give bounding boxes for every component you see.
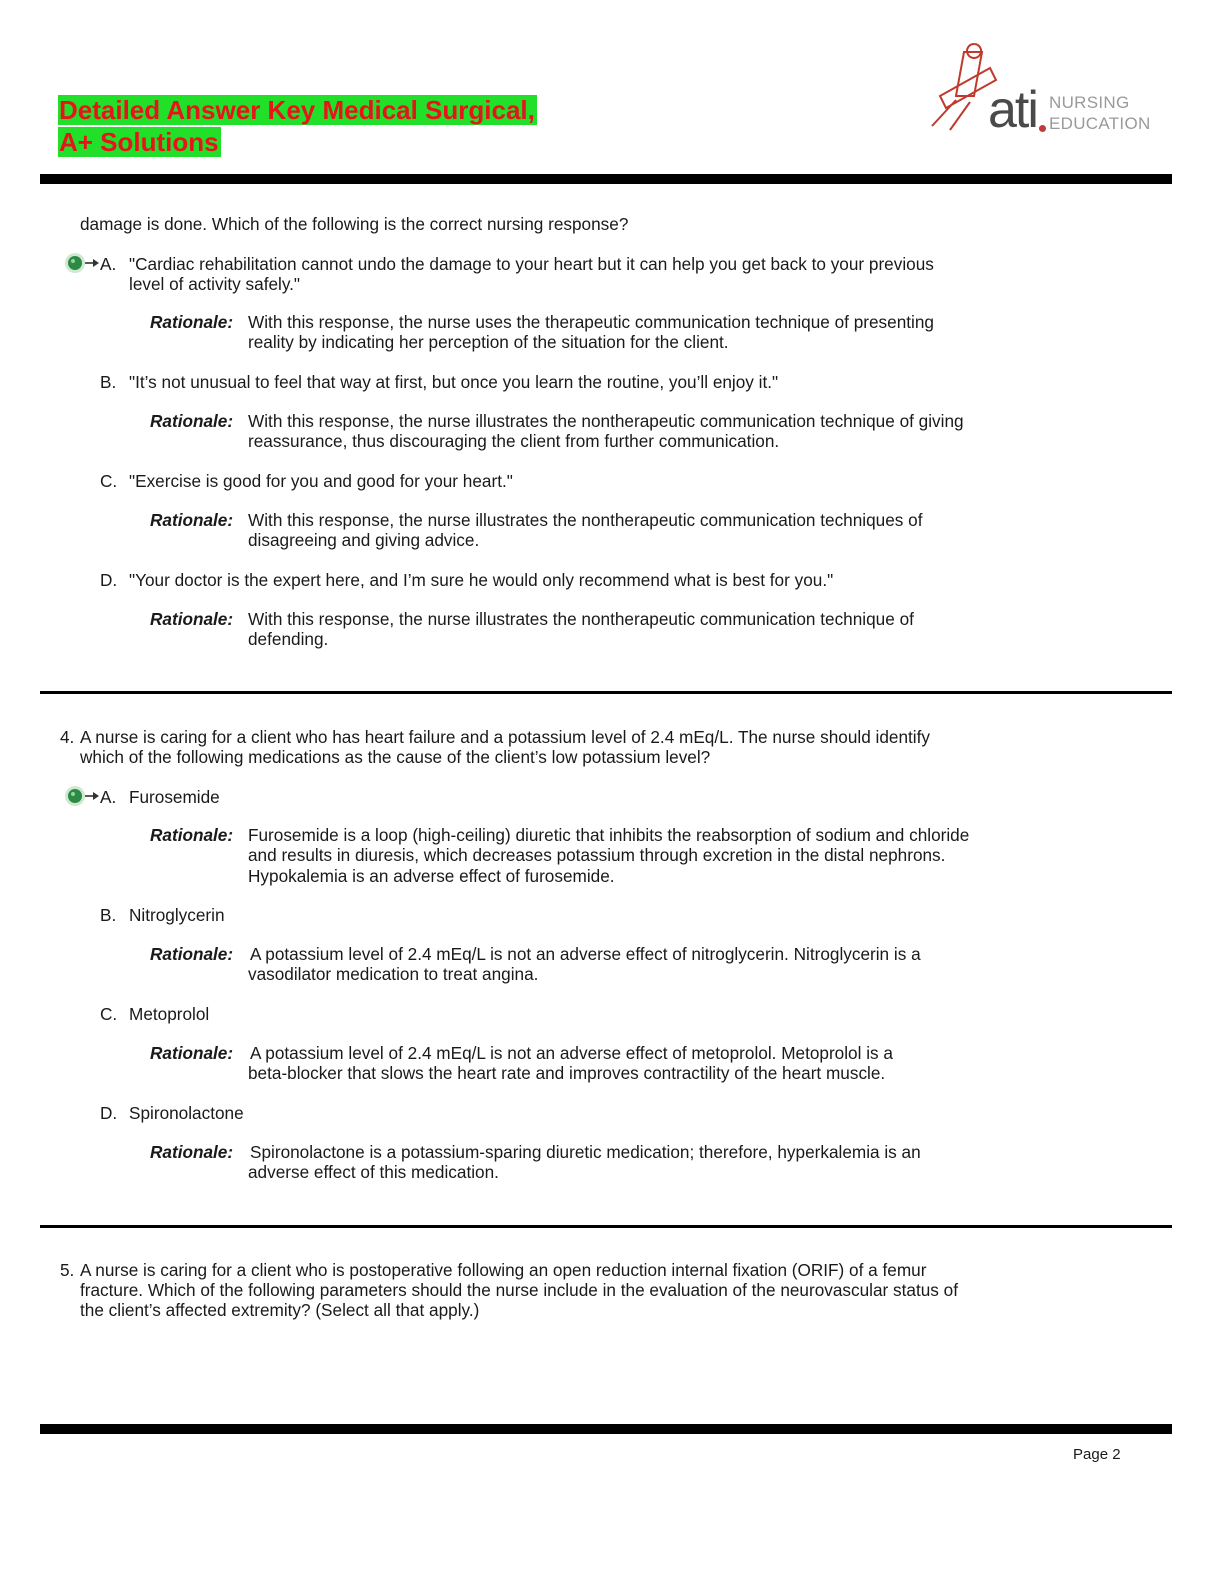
q4-option-a-rationale-label: Rationale: [150,825,234,845]
q4-option-b-rationale-line-1: A potassium level of 2.4 mEq/L is not an adverse effect of nitroglycerin. Nitroglycerin is a [250,944,921,964]
q4-option-d-rationale-line-1: Spironolactone is a potassium-sparing diuretic medication; therefore, hyperkalemia is an [250,1142,921,1162]
header-rule [40,174,1172,184]
q5-stem-line-1: A nurse is caring for a client who is postoperative following an open reduction internal fixation (ORIF) of a femur [80,1260,927,1280]
title-line-1: Detailed Answer Key Medical Surgical, [59,95,535,125]
q3-option-c-letter: C. [100,471,118,491]
q4-option-c-line-1: Metoprolol [129,1004,210,1024]
q4-number: 4. [60,727,75,747]
page-number: Page 2 [1073,1446,1121,1463]
q3-option-a-line-2: level of activity safely." [129,274,301,294]
title-line-2: A+ Solutions [59,127,219,157]
question-divider [40,1225,1172,1228]
logo-line-1: NURSING [1049,93,1130,112]
q3-stem-tail: damage is done. Which of the following is the correct nursing response? [80,214,629,234]
q4-option-b-letter: B. [100,905,117,925]
q3-option-d-rationale-label: Rationale: [150,609,234,629]
q4-stem-line-1: A nurse is caring for a client who has heart failure and a potassium level of 2.4 mEq/L. The nurse should identify [80,727,930,747]
footer-rule [40,1424,1172,1434]
q4-option-d-line-1: Spironolactone [129,1103,244,1123]
q5-number: 5. [60,1260,75,1280]
q3-option-d-letter: D. [100,570,118,590]
logo-brand: ati [988,81,1037,139]
document-title [58,94,537,158]
q4-option-c-rationale-line-2: beta-blocker that slows the heart rate and improves contractility of the heart muscle. [248,1063,886,1083]
q3-option-b-letter: B. [100,372,117,392]
q3-option-a-rationale-line-1: With this response, the nurse uses the therapeutic communication technique of presenting [248,312,934,332]
q3-option-c-line-1: "Exercise is good for you and good for your heart." [129,471,513,491]
q4-correct-answer-marker-icon [62,784,102,808]
q4-option-d-letter: D. [100,1103,118,1123]
q4-option-b-rationale-label: Rationale: [150,944,234,964]
logo-line-2: EDUCATION [1049,114,1151,133]
q3-option-c-rationale-line-1: With this response, the nurse illustrates the nontherapeutic communication techniques of [248,510,923,530]
question-divider [40,691,1172,694]
logo-dot [1039,125,1046,132]
q3-option-c-rationale-label: Rationale: [150,510,234,530]
q4-option-d-rationale-label: Rationale: [150,1142,234,1162]
q4-option-b-rationale-line-2: vasodilator medication to treat angina. [248,964,539,984]
q3-option-d-line-1: "Your doctor is the expert here, and I’m sure he would only recommend what is best for you." [129,570,834,590]
q3-option-b-rationale-label: Rationale: [150,411,234,431]
q3-option-a-line-1: "Cardiac rehabilitation cannot undo the damage to your heart but it can help you get back to your previous [129,254,934,274]
q4-option-a-rationale-line-1: Furosemide is a loop (high-ceiling) diuretic that inhibits the reabsorption of sodium and chloride [248,825,970,845]
q4-option-d-rationale-line-2: adverse effect of this medication. [248,1162,499,1182]
q3-option-c-rationale-line-2: disagreeing and giving advice. [248,530,480,550]
logo-subtitle [1049,92,1151,134]
q4-stem-line-2: which of the following medications as the cause of the client’s low potassium level? [80,747,711,767]
q4-option-a-rationale-line-2: and results in diuresis, which decreases potassium through excretion in the distal nephrons. [248,845,946,865]
q4-option-a-line-1: Furosemide [129,787,220,807]
q3-correct-answer-marker-icon [62,251,102,275]
q5-stem-line-3: the client’s affected extremity? (Select all that apply.) [80,1300,480,1320]
q4-option-c-rationale-label: Rationale: [150,1043,234,1063]
ati-logo [926,40,1151,140]
q3-option-b-line-1: "It’s not unusual to feel that way at first, but once you learn the routine, you’ll enjoy it." [129,372,779,392]
q4-option-c-rationale-line-1: A potassium level of 2.4 mEq/L is not an adverse effect of metoprolol. Metoprolol is a [250,1043,893,1063]
q4-option-a-rationale-line-3: Hypokalemia is an adverse effect of furosemide. [248,866,615,886]
q3-option-d-rationale-line-1: With this response, the nurse illustrates the nontherapeutic communication technique of [248,609,914,629]
q3-option-b-rationale-line-1: With this response, the nurse illustrates the nontherapeutic communication technique of giving [248,411,964,431]
q3-option-a-rationale-label: Rationale: [150,312,234,332]
q3-option-a-rationale-line-2: reality by indicating her perception of the situation for the client. [248,332,729,352]
q3-option-d-rationale-line-2: defending. [248,629,329,649]
q5-stem-line-2: fracture. Which of the following parameters should the nurse include in the evaluation of the neurovascular status of [80,1280,959,1300]
q3-option-a-letter: A. [100,254,117,274]
q3-option-b-rationale-line-2: reassurance, thus discouraging the client from further communication. [248,431,780,451]
q4-option-c-letter: C. [100,1004,118,1024]
q4-option-b-line-1: Nitroglycerin [129,905,225,925]
q4-option-a-letter: A. [100,787,117,807]
